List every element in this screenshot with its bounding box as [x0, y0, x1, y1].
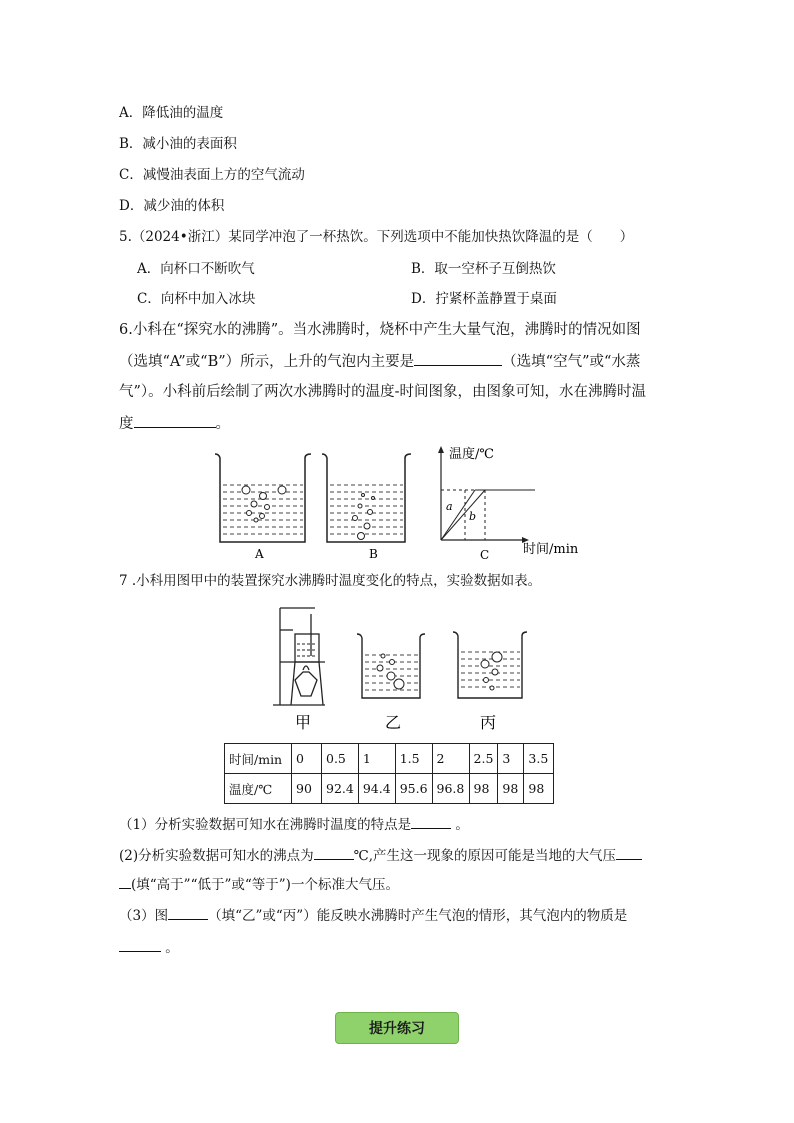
table-cell: 98 — [498, 774, 524, 804]
q5-option-b: B．取一空杯子互倒热饮 — [411, 261, 556, 277]
q6-figure — [205, 440, 590, 560]
q7-sub-1 — [119, 814, 469, 835]
q6-line-2 — [119, 351, 640, 372]
table-cell: 94.4 — [358, 774, 395, 804]
q7-sub-2-text: (2)分析实验数据可知水的沸点为 — [119, 848, 314, 864]
q7-blank-4[interactable] — [168, 905, 208, 920]
table-cell: 92.4 — [322, 774, 359, 804]
beaker-b — [322, 454, 411, 542]
table-cell: 3 — [498, 744, 524, 774]
table-cell: 90 — [292, 774, 322, 804]
table-cell: 98 — [524, 774, 554, 804]
temp-time-graph — [438, 446, 579, 557]
q7-sub-1-tail: 。 — [455, 817, 469, 833]
beaker-yi — [357, 634, 425, 698]
table-row — [225, 774, 554, 804]
q7-data-table — [224, 743, 554, 804]
improve-practice-button[interactable]: 提升练习 — [335, 1012, 459, 1044]
fig-label-c: C — [480, 548, 490, 560]
table-row — [225, 744, 554, 774]
x-axis-label: 时间/min — [523, 542, 579, 557]
fig-label-yi: 乙 — [385, 713, 402, 732]
q6-line-2-text: （选填“A”或“B”）所示，上升的气泡内主要是 — [119, 354, 415, 370]
q7-sub-2-cont — [119, 874, 399, 895]
q4-option-b: B．减小油的表面积 — [119, 136, 237, 152]
table-cell: 98 — [469, 774, 498, 804]
q6-line-1: 6.小科在“探究水的沸腾”。当水沸腾时，烧杯中产生大量气泡，沸腾时的情况如图 — [119, 322, 641, 338]
q5-stem: 5.（2024•浙江）某同学冲泡了一杯热饮。下列选项中不能加快热饮降温的是（ ） — [119, 229, 634, 245]
q6-blank-3[interactable] — [134, 413, 216, 428]
q7-sub-3-cont — [119, 937, 179, 958]
q6-line-4-tail: 。 — [215, 416, 230, 432]
beaker-a — [215, 454, 311, 542]
q7-blank-1[interactable] — [411, 814, 451, 829]
q7-blank-2[interactable] — [314, 845, 354, 860]
table-cell: 96.8 — [432, 774, 469, 804]
q7-sub-2 — [119, 845, 642, 866]
beaker-bing — [453, 632, 527, 698]
q7-sub-3-text: （3）图 — [119, 908, 169, 924]
q6-line-3: 气”）。小科前后绘制了两次水沸腾时的温度-时间图象，由图象可知，水在沸腾时温 — [119, 384, 647, 400]
table-cell: 2 — [432, 744, 469, 774]
y-axis-label: 温度/℃ — [449, 447, 494, 462]
table-cell: 1 — [358, 744, 395, 774]
fig-label-bing: 丙 — [480, 713, 497, 732]
q7-sub-1-text: （1）分析实验数据可知水在沸腾时温度的特点是 — [119, 817, 412, 833]
q7-sub-2-mid: ℃,产生这一现象的原因可能是当地的大气压 — [353, 848, 617, 864]
fig-label-jia: 甲 — [295, 713, 312, 732]
q4-option-d: D．减少油的体积 — [119, 198, 225, 214]
q5-option-c: C．向杯中加入冰块 — [137, 291, 256, 307]
table-cell: 0 — [292, 744, 322, 774]
q6-blank-2[interactable] — [414, 351, 502, 366]
q6-line-4 — [119, 413, 230, 434]
q7-blank-3-cont[interactable] — [119, 874, 131, 889]
table-cell: 2.5 — [469, 744, 498, 774]
table-cell: 95.6 — [395, 774, 432, 804]
q7-stem: 7 .小科用图甲中的装置探究水沸腾时温度变化的特点，实验数据如表。 — [119, 573, 542, 589]
apparatus-jia — [273, 608, 325, 705]
q7-sub-3-mid: （填“乙”或“丙”）能反映水沸腾时产生气泡的情形，其气泡内的物质是 — [208, 908, 628, 924]
q7-sub-3 — [119, 905, 627, 926]
q4-option-c: C．减慢油表面上方的空气流动 — [119, 167, 305, 183]
table-cell: 0.5 — [322, 744, 359, 774]
q7-blank-5[interactable] — [119, 937, 161, 952]
q4-option-a: A．降低油的温度 — [119, 105, 224, 121]
q7-sub-2-tail: (填“高于”“低于”或“等于”)一个标准大气压。 — [131, 877, 399, 893]
q5-option-d: D．拧紧杯盖静置于桌面 — [411, 291, 557, 307]
q7-sub-3-tail: 。 — [165, 940, 179, 956]
q7-blank-3[interactable] — [616, 845, 642, 860]
curve-b-label: b — [469, 510, 477, 523]
q5-option-a: A．向杯口不断吹气 — [137, 261, 255, 277]
q7-figure — [265, 600, 535, 735]
table-header-time: 时间/min — [225, 744, 292, 774]
curve-a-label: a — [446, 500, 453, 513]
table-cell: 1.5 — [395, 744, 432, 774]
q6-line-2-tail: （选填“空气”或“水蒸 — [502, 354, 641, 370]
fig-label-a: A — [255, 547, 264, 560]
fig-label-b: B — [369, 547, 378, 560]
table-cell: 3.5 — [524, 744, 554, 774]
q6-line-4-text: 度 — [119, 416, 134, 432]
table-header-temp: 温度/℃ — [225, 774, 292, 804]
